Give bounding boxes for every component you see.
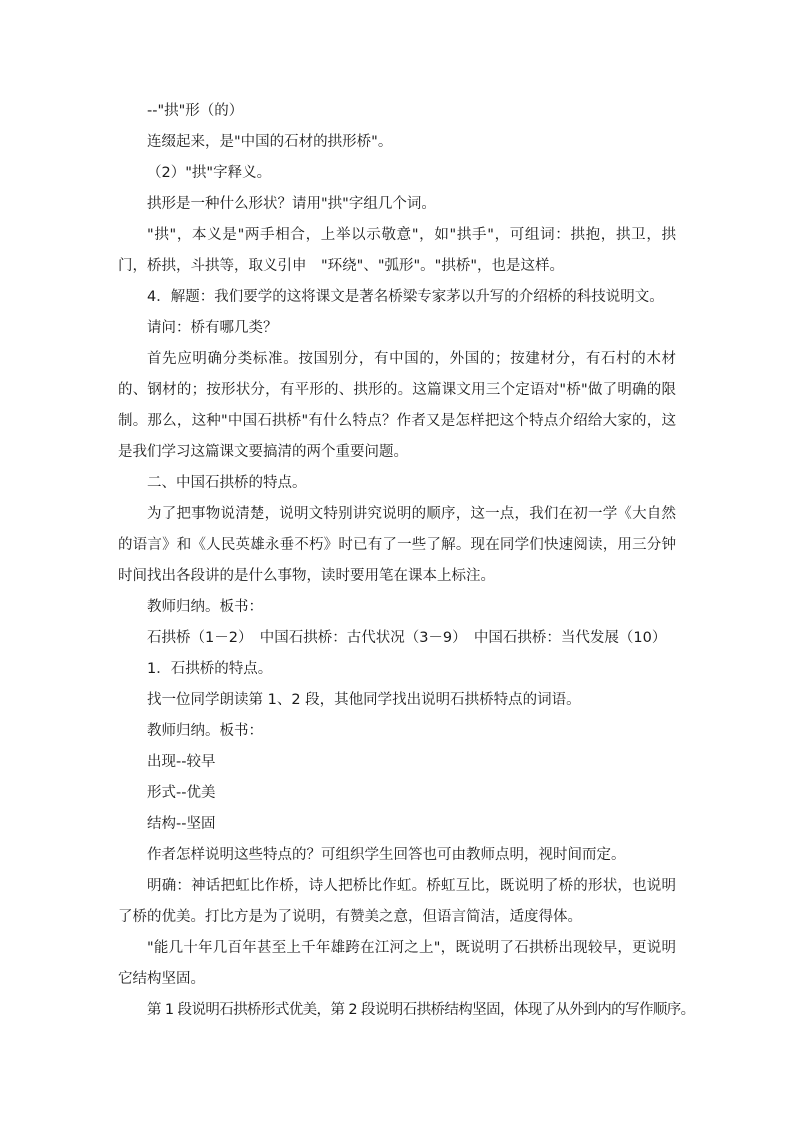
text-line-2: 连缀起来，是"中国的石材的拱形桥"。	[147, 134, 393, 150]
text-line-board-1: 教师归纳。板书：	[147, 599, 263, 615]
text-line-board-2: 教师归纳。板书：	[147, 723, 263, 739]
text-line-1: --"拱"形（的）	[147, 103, 244, 119]
section-heading-features: 二、中国石拱桥的特点。	[147, 475, 307, 491]
paragraph-classification: 首先应明确分类标准。按国别分，有中国的，外国的；按建材分，有石村的木材的、钢材的；按形状分，有平形的、拱形的。这篇课文用三个定语对"桥"做了明确的限制。那么，这种"中国石拱桥"有什么特点？作者又是怎样把这个特点介绍给大家的，这是我们学习这篇课文要搞清的两个重要问题。	[118, 351, 676, 460]
board-item-appearance: 出现--较早	[147, 754, 216, 770]
paragraph-quote: "能几十年几百年甚至上千年雄跨在江河之上"，既说明了石拱桥出现较早，更说明它结构坚固。	[118, 940, 676, 987]
board-item-form: 形式--优美	[147, 785, 216, 801]
subheading-features: 1．石拱桥的特点。	[147, 661, 273, 677]
text-line-3: （2）"拱"字释义。	[147, 165, 272, 181]
text-line-question: 请问：桥有哪几类？	[147, 320, 278, 336]
text-line-how: 作者怎样说明这些特点的？可组织学生回答也可由教师点明，视时间而定。	[147, 847, 626, 863]
text-line-jieti: 4．解题：我们要学的这将课文是著名桥梁专家茅以升写的介绍桥的科技说明文。	[147, 289, 664, 305]
text-line-4: 拱形是一种什么形状？请用"拱"字组几个词。	[147, 196, 436, 212]
board-item-structure: 结构--坚固	[147, 816, 216, 832]
paragraph-order: 为了把事物说清楚，说明文特别讲究说明的顺序，这一点，我们在初一学《大自然的语言》和《人民英雄永垂不朽》时已有了一些了解。现在同学们快速阅读，用三分钟时间找出各段讲的是什么事物，读时要用笔在课本上标注。	[118, 506, 676, 584]
document-page	[118, 96, 695, 1026]
paragraph-clarify: 明确：神话把虹比作桥，诗人把桥比作虹。桥虹互比，既说明了桥的形状，也说明了桥的优美。打比方是为了说明，有赞美之意，但语言简洁，适度得体。	[118, 878, 676, 925]
text-line-board-outline: 石拱桥（1－2） 中国石拱桥：古代状况（3－9） 中国石拱桥：当代发展（10）	[147, 630, 667, 646]
text-line-summary: 第 1 段说明石拱桥形式优美，第 2 段说明石拱桥结构坚固，体现了从外到内的写作顺序。	[147, 1002, 695, 1018]
text-line-reading: 找一位同学朗读第 1、2 段，其他同学找出说明石拱桥特点的词语。	[147, 692, 581, 708]
paragraph-gong-meaning: "拱"，本义是"两手相合，上举以示敬意"，如"拱手"，可组词：拱抱，拱卫，拱门，桥拱，斗拱等，取义引申 "环绕"、"弧形"。"拱桥"，也是这样。	[118, 227, 676, 274]
